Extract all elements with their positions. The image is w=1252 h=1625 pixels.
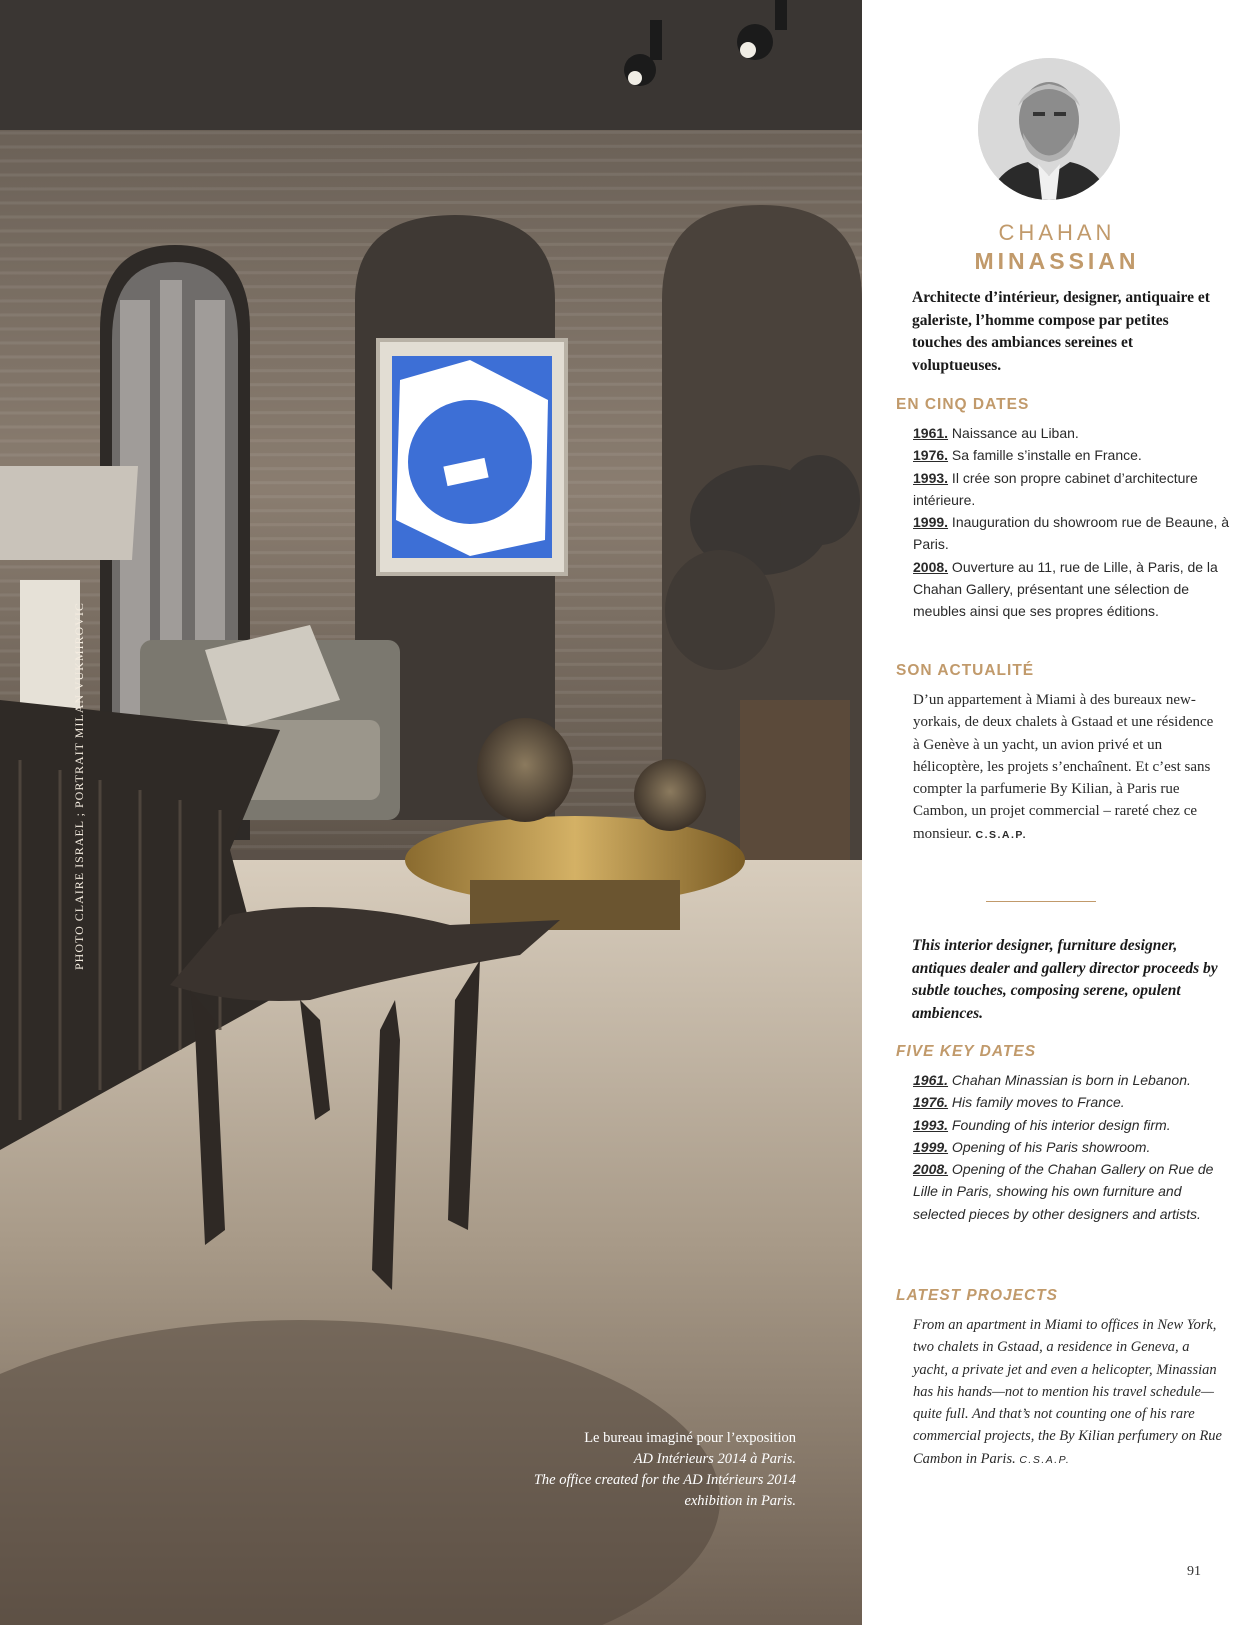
portrait-photo [978,58,1120,200]
news-en-text [913,1314,1223,1471]
date-text: Il crée son propre cabinet d’architecture intérieure. [913,469,1198,508]
date-text: Sa famille s’installe en France. [948,447,1142,464]
caption-en-line1: The office created for the AD Intérieurs 2014 [533,1472,796,1488]
page-number: 91 [1187,1564,1201,1579]
list-item [913,467,1233,512]
date-year: 1976. [913,447,949,464]
photo-credit: PHOTO CLAIRE ISRAEL ; PORTRAIT MILAN VUKMIROVIC [72,602,86,970]
date-year: 1999. [913,514,949,531]
photo-caption [466,1428,796,1512]
date-year: 1993. [913,1116,949,1133]
first-name: CHAHAN [998,220,1116,245]
list-item [913,1091,1233,1113]
news-fr-body: D’un appartement à Miami à des bureaux new-yorkais, de deux chalets à Gstaad et une résidence à Genève à un yacht, un avion privé et un hélicoptère, les projets s’enchaînent. Et c’est sans compter la parfumerie By Kilian, à Paris rue Cambon, un projet commercial – rareté chez ce monsieur. [913,692,1214,842]
intro-fr: Architecte d’intérieur, designer, antiquaire et galeriste, l’homme compose par petites touches des ambiances sereines et voluptueuses. [912,289,1210,374]
date-text: Chahan Minassian is born in Lebanon. [948,1072,1191,1088]
dates-fr-list [913,422,1233,623]
date-text: Ouverture au 11, rue de Lille, à Paris, de la Chahan Gallery, présentant une sélection de meubles ainsi que ses propres éditions. [913,558,1218,620]
date-text: Opening of the Chahan Gallery on Rue de Lille in Paris, showing his own furniture and selected pieces by other designers and artists. [913,1161,1214,1222]
list-item [913,1114,1233,1136]
news-en-signature: C.S.A.P. [1019,1453,1071,1466]
list-item [913,1069,1233,1091]
profile-column [862,0,1252,1625]
date-year: 2008. [913,1161,949,1178]
dates-en-heading: FIVE KEY DATES [896,1043,1037,1060]
date-text: Naissance au Liban. [948,425,1079,441]
news-en-body: From an apartment in Miami to offices in New York, two chalets in Gstaad, a residence in Geneva, a yacht, a private jet and even a helicopter, Minassian has his hands—not to mention his travel schedule—quite full. And that’s not counting one of his rare commercial projects, the By Kilian perfumery on Rue Cambon in Paris. [913,1317,1222,1467]
list-item [913,511,1233,556]
section-divider [986,901,1096,902]
date-year: 1976. [913,1094,949,1111]
caption-fr-line1: Le bureau imaginé pour l’exposition [584,1430,796,1446]
date-year: 1961. [913,425,949,441]
list-item [913,1136,1233,1158]
date-text: Inauguration du showroom rue de Beaune, à Paris. [913,514,1230,553]
intro-en: This interior designer, furniture designer, antiques dealer and gallery director proceeds by subtle touches, composing serene, opulent ambiences. [912,937,1218,1022]
date-text: Opening of his Paris showroom. [948,1138,1151,1155]
news-fr-text [913,689,1223,846]
list-item [913,556,1233,623]
date-text: His family moves to France. [948,1094,1125,1111]
date-year: 1999. [913,1138,949,1155]
dates-en-list [913,1069,1233,1225]
date-year: 2008. [913,558,949,575]
date-text: Founding of his interior design firm. [948,1116,1171,1133]
news-en-heading: LATEST PROJECTS [896,1287,1058,1304]
dates-fr-heading: EN CINQ DATES [896,396,1030,413]
list-item [913,422,1233,444]
date-year: 1961. [913,1072,949,1088]
list-item [913,1158,1233,1225]
news-fr-signature: C.S.A.P. [975,828,1027,841]
last-name: MINASSIAN [974,248,1140,274]
caption-en-line2: exhibition in Paris. [684,1493,796,1509]
date-year: 1993. [913,469,949,486]
caption-fr-line2: AD Intérieurs 2014 à Paris. [633,1451,796,1467]
portrait-illustration [978,58,1120,200]
news-fr-heading: SON ACTUALITÉ [896,662,1035,679]
list-item [913,444,1233,466]
